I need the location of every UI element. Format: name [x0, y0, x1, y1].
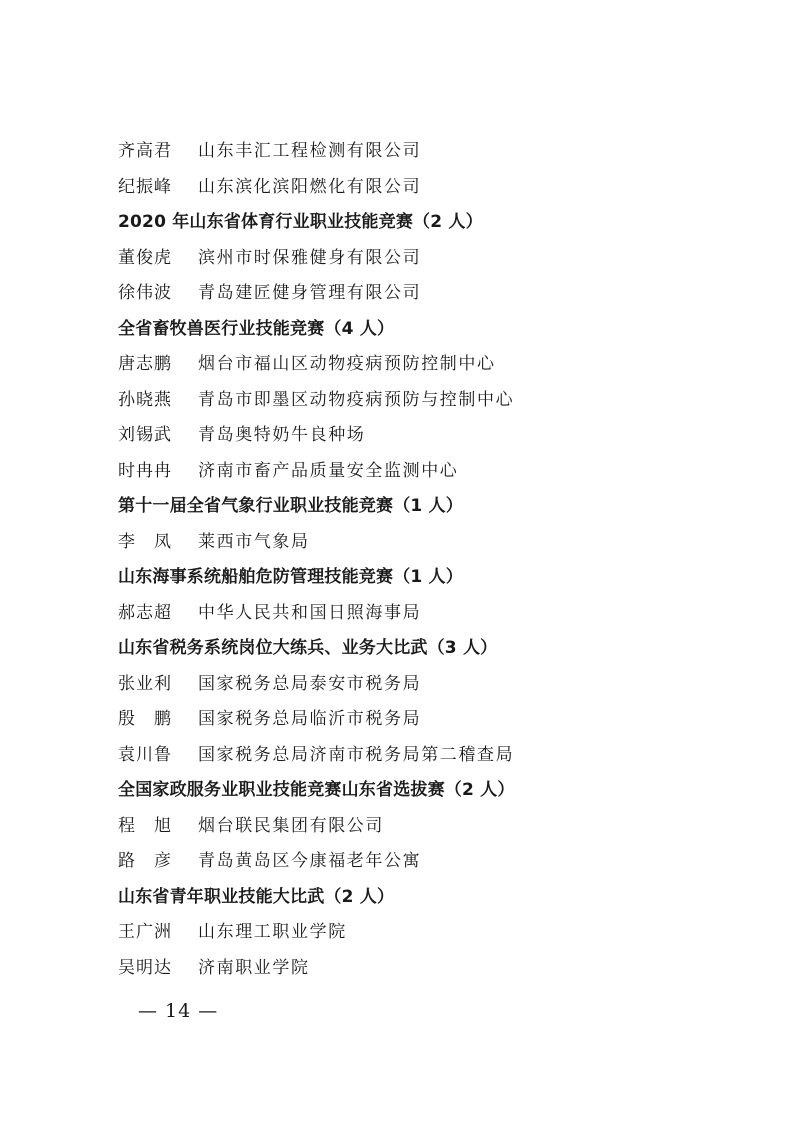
winner-row	[118, 525, 758, 561]
winner-row	[118, 454, 758, 490]
competition-heading: 全国家政服务业职业技能竞赛山东省选拔赛（2 人）	[118, 780, 515, 800]
winner-row	[118, 418, 758, 454]
winner-name: 纪振峰	[118, 176, 172, 197]
page-number: — 14 —	[138, 1000, 219, 1022]
winner-organization: 青岛建匠健身管理有限公司	[198, 283, 422, 303]
winner-organization: 济南市畜产品质量安全监测中心	[198, 460, 459, 481]
winner-organization: 莱西市气象局	[198, 531, 310, 552]
winner-name: 刘锡武	[118, 425, 172, 445]
winner-organization: 国家税务总局济南市税务局第二稽查局	[198, 744, 515, 765]
winner-name: 徐伟波	[118, 283, 172, 303]
winner-organization: 山东理工职业学院	[198, 922, 347, 942]
winner-name: 殷 鹏	[118, 709, 172, 729]
winner-name: 李 凤	[118, 531, 172, 552]
winner-organization: 国家税务总局临沂市税务局	[198, 709, 422, 729]
winner-name: 时冉冉	[118, 460, 172, 481]
winner-organization: 山东丰汇工程检测有限公司	[198, 141, 422, 161]
winner-name: 董俊虎	[118, 247, 172, 268]
winner-name: 郝志超	[118, 602, 172, 623]
winner-row	[118, 596, 758, 632]
winner-row	[118, 276, 758, 312]
winner-name: 张业利	[118, 673, 172, 694]
winner-row	[118, 667, 758, 703]
competition-heading: 山东省税务系统岗位大练兵、业务大比武（3 人）	[118, 638, 498, 658]
winner-organization: 中华人民共和国日照海事局	[198, 602, 422, 623]
winner-row	[118, 347, 758, 383]
winner-organization: 青岛奥特奶牛良种场	[198, 425, 366, 445]
competition-heading: 2020 年山东省体育行业职业技能竞赛（2 人）	[118, 212, 483, 232]
winner-organization: 烟台市福山区动物疫病预防控制中心	[198, 354, 496, 374]
winner-name: 唐志鹏	[118, 354, 172, 374]
winner-organization: 青岛市即墨区动物疫病预防与控制中心	[198, 389, 515, 410]
winner-row	[118, 951, 758, 987]
winner-row	[118, 170, 758, 206]
winner-organization: 青岛黄岛区今康福老年公寓	[198, 851, 422, 871]
winner-row	[118, 134, 758, 170]
winner-organization: 滨州市时保雅健身有限公司	[198, 247, 422, 268]
winner-row	[118, 915, 758, 951]
award-list	[118, 134, 758, 986]
winner-row	[118, 241, 758, 277]
winner-name: 路 彦	[118, 851, 172, 871]
winner-organization: 山东滨化滨阳燃化有限公司	[198, 176, 422, 197]
winner-name: 袁川鲁	[118, 744, 172, 765]
winner-name: 王广洲	[118, 922, 172, 942]
competition-heading: 山东海事系统船舶危防管理技能竞赛（1 人）	[118, 567, 463, 587]
winner-name: 程 旭	[118, 815, 172, 836]
winner-organization: 国家税务总局泰安市税务局	[198, 673, 422, 694]
winner-row	[118, 738, 758, 774]
winner-organization: 济南职业学院	[198, 957, 310, 978]
winner-row	[118, 809, 758, 845]
winner-name: 齐高君	[118, 141, 172, 161]
winner-name: 吴明达	[118, 957, 172, 978]
winner-organization: 烟台联民集团有限公司	[198, 815, 384, 836]
competition-heading: 第十一届全省气象行业职业技能竞赛（1 人）	[118, 496, 463, 516]
competition-heading: 全省畜牧兽医行业技能竞赛（4 人）	[118, 318, 395, 339]
winner-name: 孙晓燕	[118, 389, 172, 410]
competition-heading: 山东省青年职业技能大比武（2 人）	[118, 886, 395, 907]
winner-row	[118, 702, 758, 738]
winner-row	[118, 383, 758, 419]
winner-row	[118, 844, 758, 880]
